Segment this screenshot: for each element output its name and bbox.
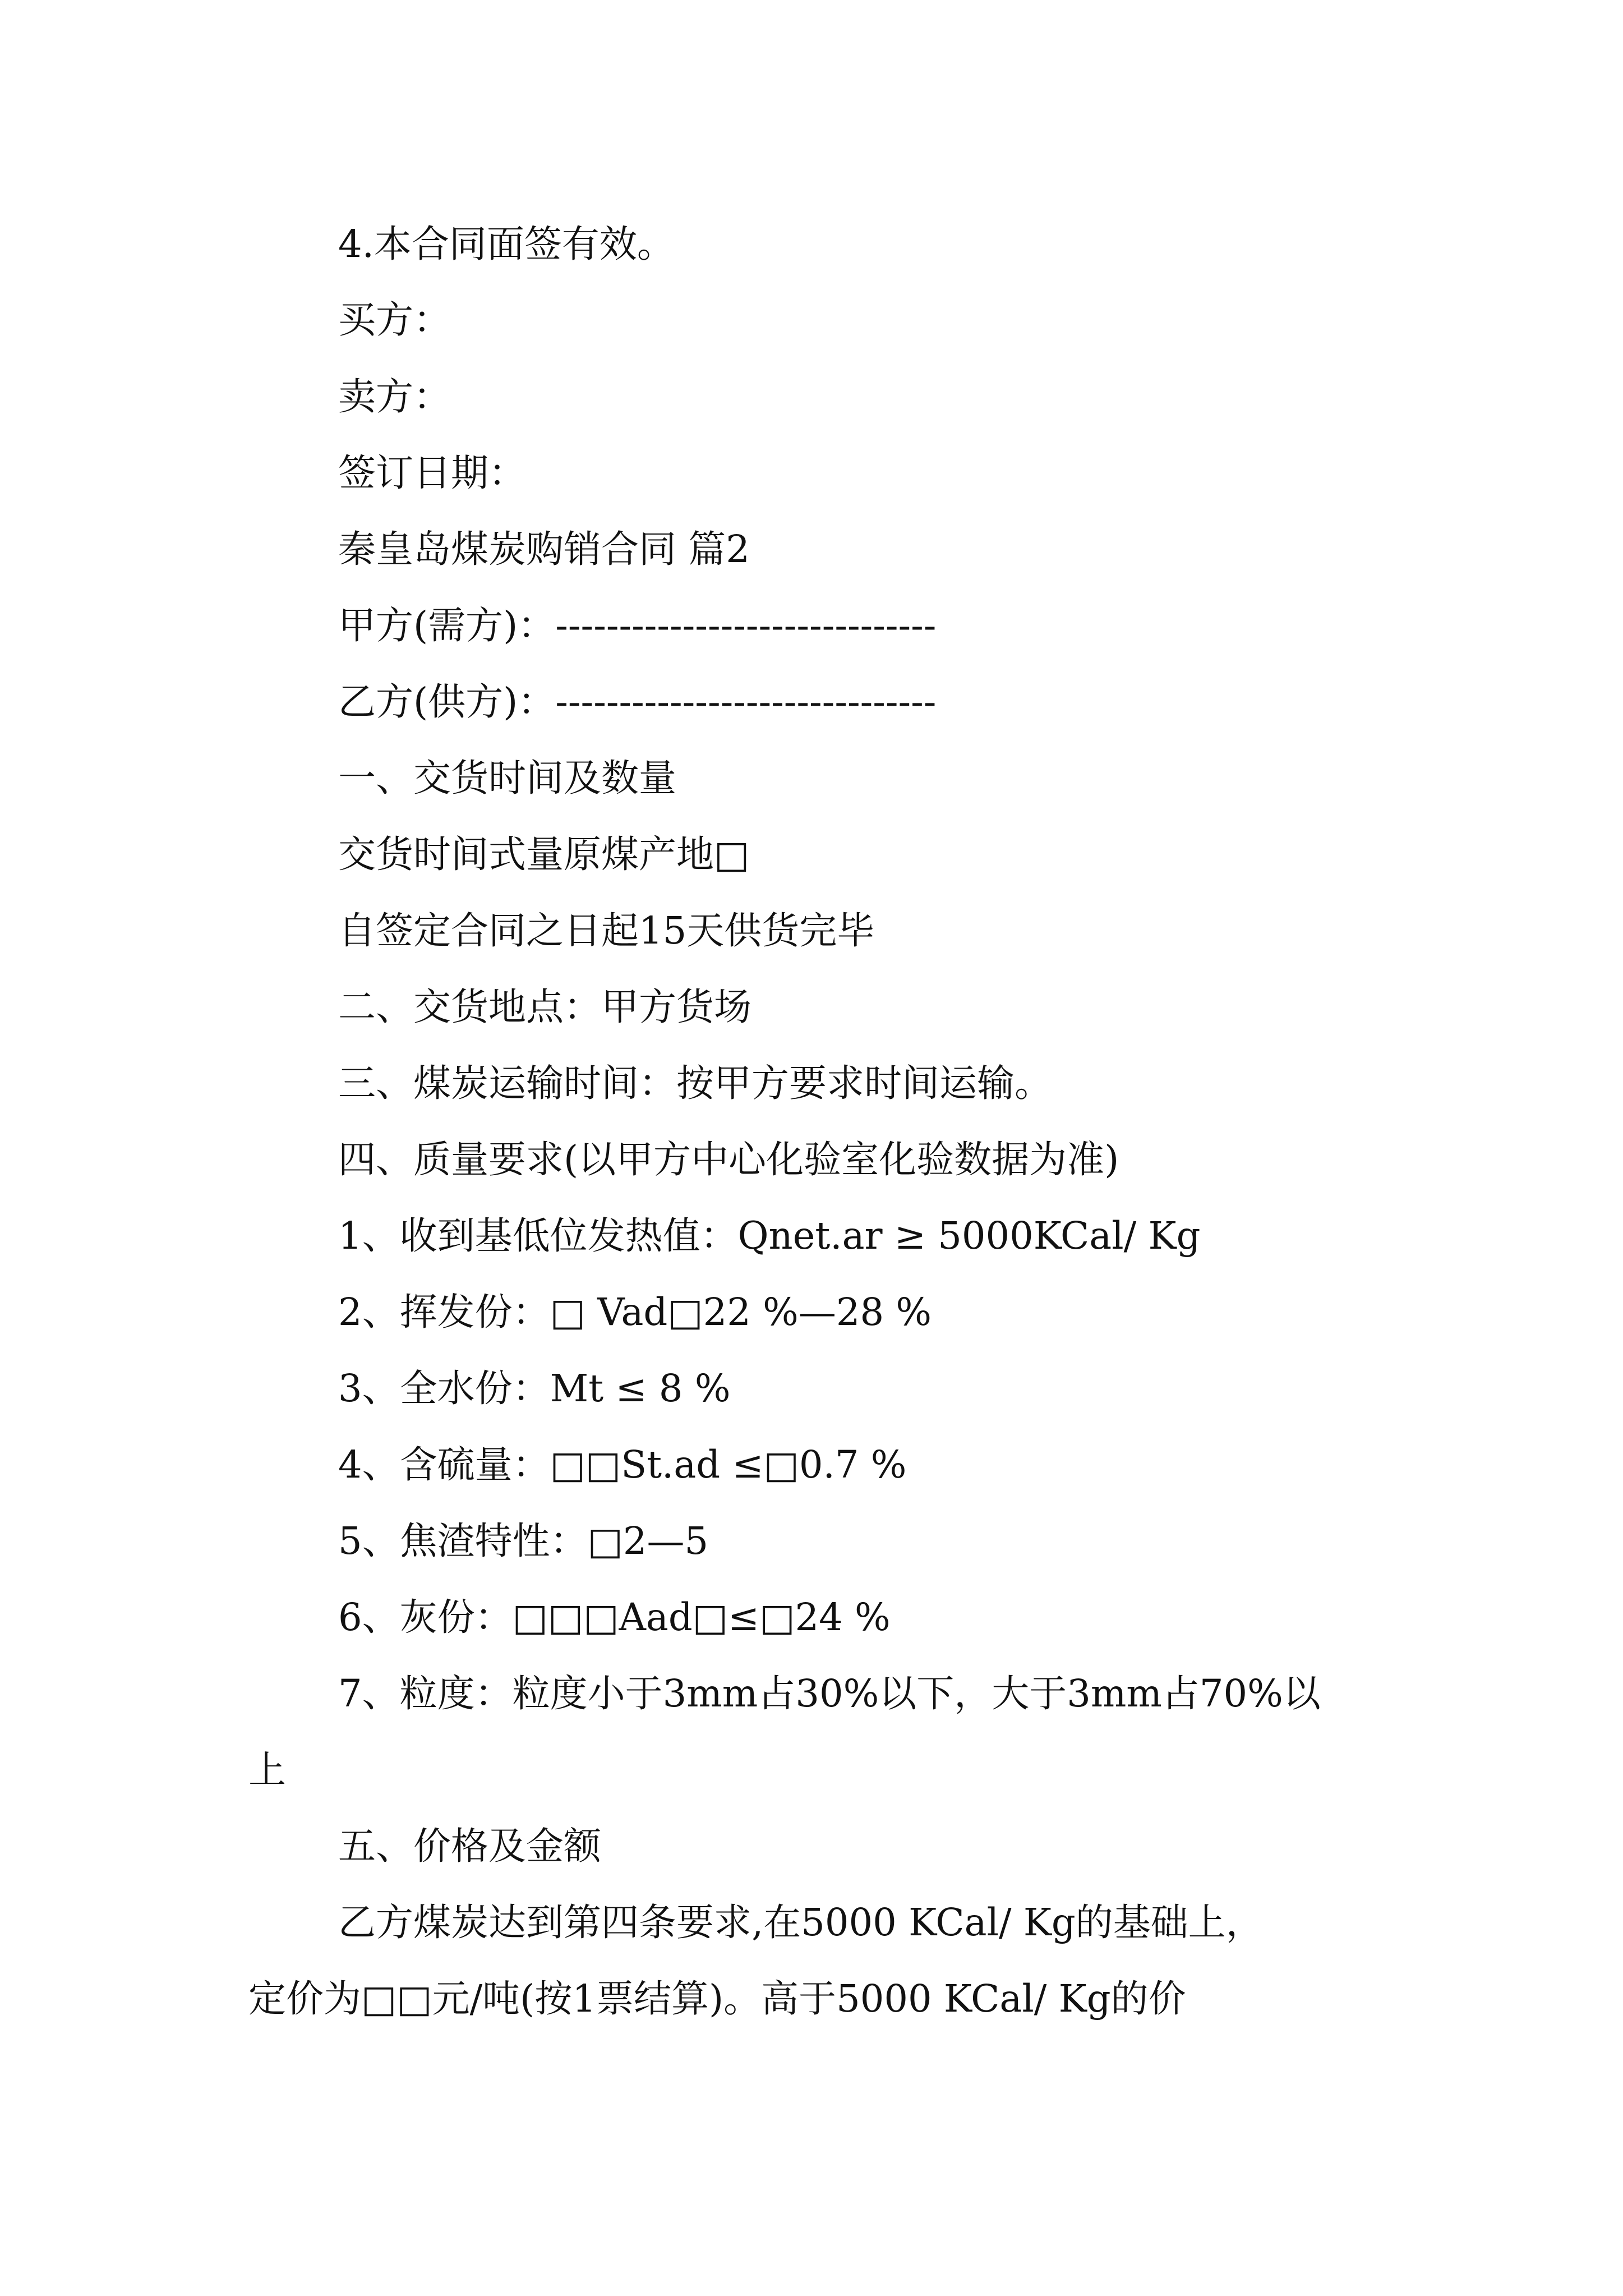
party-b-line: 乙方(供方)：------------------------------ [338, 680, 937, 724]
quality-item-4: 4、含硫量：□□St.ad ≤□0.7 % [338, 1443, 907, 1487]
party-a-line: 甲方(需方)：------------------------------ [338, 604, 937, 647]
quality-item-3: 3、全水份：Mt ≤ 8 % [338, 1366, 731, 1410]
heading-transport-time: 三、煤炭运输时间：按甲方要求时间运输。 [338, 1061, 1052, 1105]
price-paragraph-line-1: 乙方煤炭达到第四条要求,在5000 KCal/ Kg的基础上， [338, 1901, 1264, 1944]
heading-delivery-time: 一、交货时间及数量 [338, 756, 676, 800]
quality-item-1: 1、收到基低位发热值：Qnet.ar ≥ 5000KCal/ Kg [338, 1214, 1201, 1258]
quality-item-5: 5、焦渣特性：□2—5 [338, 1519, 709, 1563]
quality-item-6: 6、灰份：□□□Aad□≤□24 % [338, 1595, 891, 1639]
delivery-time-detail: 交货时间式量原煤产地□ [338, 832, 750, 876]
buyer-label: 买方： [338, 298, 451, 342]
clause-4-effective: 4.本合同面签有效。 [338, 222, 675, 266]
heading-price: 五、价格及金额 [338, 1824, 601, 1868]
heading-quality: 四、质量要求(以甲方中心化验室化验数据为准) [338, 1138, 1119, 1181]
heading-delivery-place: 二、交货地点：甲方货场 [338, 985, 751, 1029]
quality-item-7-cont: 上 [248, 1748, 286, 1792]
signing-date-label: 签订日期： [338, 451, 526, 495]
delivery-deadline: 自签定合同之日起15天供货完毕 [338, 909, 875, 953]
quality-item-2: 2、挥发份：□ Vad□22 %—28 % [338, 1290, 932, 1334]
quality-item-7: 7、粒度：粒度小于3mm占30%以下，大于3mm占70%以 [338, 1672, 1321, 1715]
section-title: 秦皇岛煤炭购销合同 篇2 [338, 527, 750, 571]
price-paragraph-line-2: 定价为□□元/吨(按1票结算)。高于5000 KCal/ Kg的价 [248, 1977, 1186, 2021]
seller-label: 卖方： [338, 375, 451, 418]
